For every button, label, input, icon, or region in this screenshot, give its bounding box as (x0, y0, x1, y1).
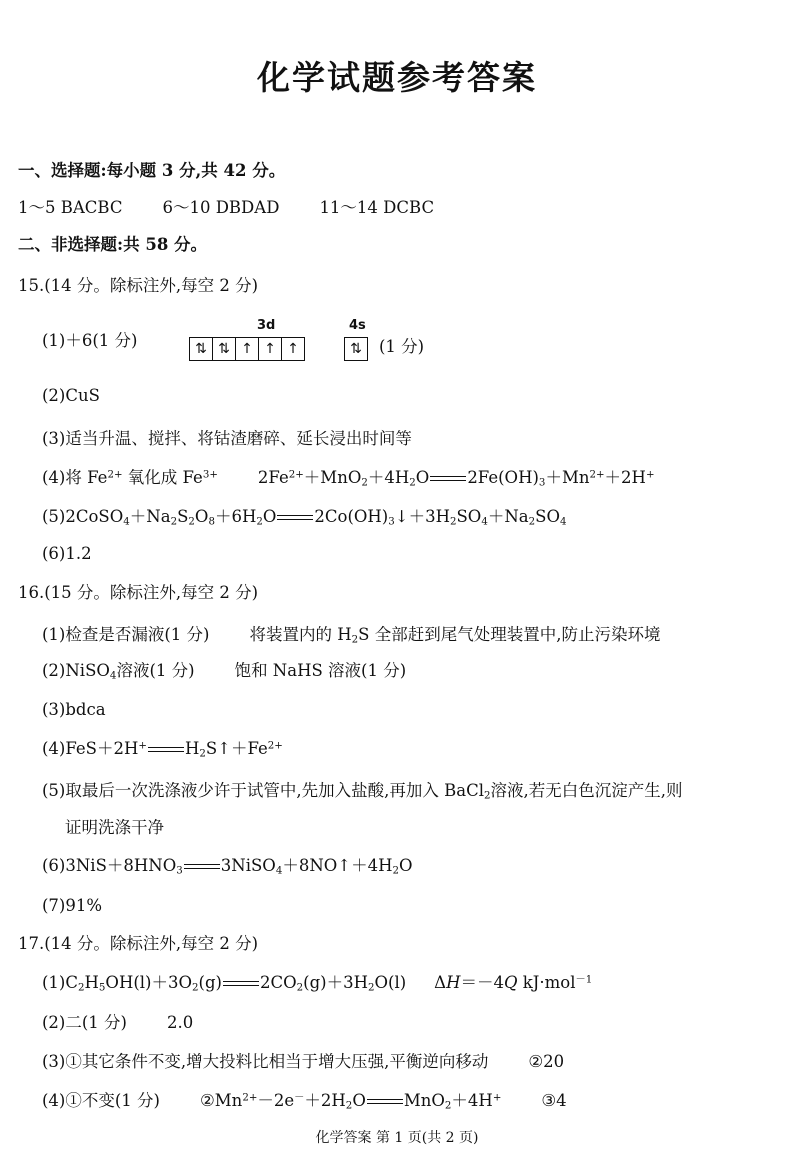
orbital-box: ⇅ (344, 337, 368, 361)
orbital-label-4s: 4s (349, 318, 366, 333)
q16-answer-6: $(6)3NiS+8HNO_3$ $3NiSO_4+8NO↑+4H_2O$ (42, 856, 413, 877)
orbital-4s-boxes (344, 337, 368, 361)
mc-answer-group-2: 6～10 DBDAD (162, 198, 280, 217)
q16-answer-7: (7)91% (42, 896, 103, 915)
q15-answer-4: (4)将 $Fe^{2+}$ 氧化成 $Fe^{3+}$ $2Fe^{2+}+MnO_2+4H_2O$ $2Fe(OH)_3+Mn^{2+}+2H^+$ (42, 468, 655, 489)
page-title: 化学试题参考答案 (257, 58, 537, 97)
q17-answer-4: (4)①不变(1 分) $②Mn^{2+}-2e^-+2H_2O$ MnO$_2$＋4H+ ③4 (42, 1091, 567, 1112)
orbital-box: ↑ (259, 337, 282, 361)
q17-header: 17.(14 分。除标注外,每空 2 分) (18, 934, 259, 953)
q17-answer-1: $(1)C_2H_5OH(l)+3O_2(g)$ $2CO_2(g)+3H_2O(l)$ ΔH＝－4Q kJ·mol$^{-1}$ (42, 973, 593, 994)
orbital-box: ↑ (236, 337, 259, 361)
q17-answer-3: (3)①其它条件不变,增大投料比相当于增大压强,平衡逆向移动 ②20 (42, 1052, 565, 1071)
q16-header: 16.(15 分。除标注外,每空 2 分) (18, 583, 259, 602)
q16-answer-1: (1)检查是否漏液(1 分) 将装置内的 $H_2S$ 全部赶到尾气处理装置中,防止污染环境 (42, 625, 661, 646)
orbital-3d-boxes (189, 337, 305, 361)
orbital-box: ⇅ (213, 337, 236, 361)
section-2-header: 二、非选择题:共 58 分。 (18, 235, 208, 254)
section-1-header: 一、选择题:每小题 3 分,共 42 分。 (18, 161, 286, 180)
q15-answer-1: (1)＋6(1 分) (42, 331, 138, 350)
q16-answer-5-cont: 证明洗涤干净 (65, 818, 164, 837)
mc-answer-group-3: 11～14 DCBC (319, 198, 435, 217)
q16-answer-4: (4)FeS＋2H+ $H_2S↑+Fe^{2+}$ (42, 739, 283, 760)
q16-answer-5: (5)取最后一次洗涤液少许于试管中,先加入盐酸,再加入 BaCl$_2$溶液,若无白色沉淀产生,则 (42, 781, 683, 802)
orbital-diagram (189, 318, 425, 368)
page-footer: 化学答案 第 1 页(共 2 页) (315, 1130, 479, 1146)
mc-answers (18, 197, 434, 219)
mc-answer-group-1: 1～5 BACBC (18, 198, 123, 217)
q15-answer-3: (3)适当升温、搅拌、将钴渣磨碎、延长浸出时间等 (42, 429, 412, 448)
orbital-score: (1 分) (379, 337, 425, 356)
q15-answer-2: (2)CuS (42, 386, 100, 405)
q15-header: 15.(14 分。除标注外,每空 2 分) (18, 276, 259, 295)
orbital-box: ⇅ (189, 337, 213, 361)
q16-answer-3: (3)bdca (42, 700, 106, 719)
orbital-box: ↑ (282, 337, 305, 361)
orbital-label-3d: 3d (257, 318, 276, 333)
q17-answer-2: (2)二(1 分) 2.0 (42, 1013, 194, 1032)
q15-answer-6: (6)1.2 (42, 544, 92, 563)
q16-answer-2: (2)NiSO$_4$溶液(1 分) 饱和 NaHS 溶液(1 分) (42, 661, 407, 682)
q15-answer-5: $(5)2CoSO_4+Na_2S_2O_8+6H_2O$ $2Co(OH)_3↓+3H_2SO_4+Na_2SO_4$ (42, 507, 567, 528)
